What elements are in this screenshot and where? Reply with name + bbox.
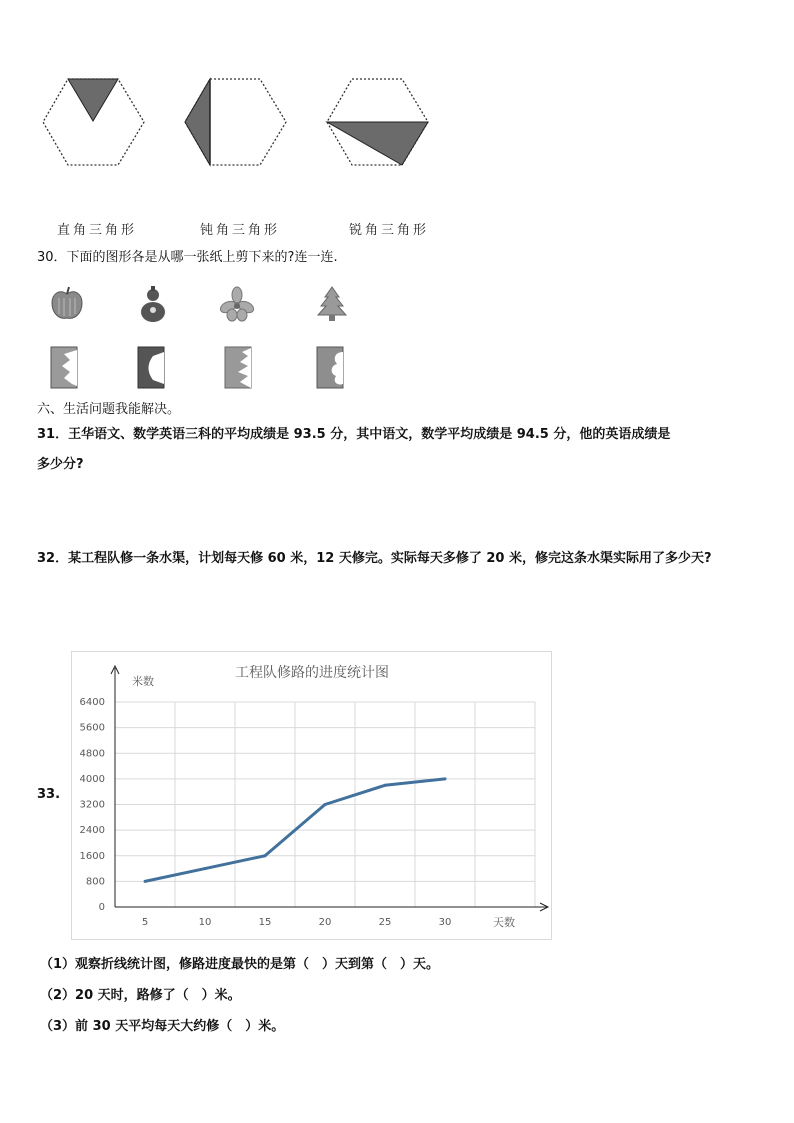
y-tick-label: 0 [98,902,105,913]
x-tick-label: 15 [258,917,272,928]
question-33-number: 33. [37,787,61,802]
y-tick-label: 1600 [79,850,105,862]
gourd-shape-icon [137,284,169,324]
y-tick-label: 3200 [79,799,105,811]
x-tick-label: 20 [318,917,332,928]
question-33-sub1: （1）观察折线统计图，修路进度最快的是第（ ）天到第（ ）天。 [40,957,440,972]
question-text: 下面的图形各是从哪一张纸上剪下来的?连一连. [66,250,338,265]
question-31-line2: 多少分? [37,457,84,472]
data-point [384,784,387,787]
y-tick-label: 4000 [79,773,105,785]
data-point [324,803,327,806]
x-tick-label: 10 [198,917,212,928]
y-tick-label: 4800 [79,748,105,760]
data-point [204,867,207,870]
y-tick-label: 5600 [79,722,105,734]
x-tick-label: 5 [141,917,149,928]
paper-cut-3-icon [224,346,254,390]
y-axis-label: 米数 [132,675,154,688]
data-point [444,777,447,780]
hexagon-figure-right [40,75,150,170]
x-axis-label: 天数 [493,916,515,929]
question-31-line1: 31．王华语文、数学英语三科的平均成绩是 93.5 分，其中语文，数学平均成绩是 94.5 分，他的英语成绩是 [37,427,671,442]
line-chart-frame [71,651,552,940]
hexagon-figure-acute [324,75,434,170]
line-chart [72,652,551,939]
y-tick-labels [80,697,105,913]
question-33-sub3: （3）前 30 天平均每天大约修（ ）米。 [40,1019,285,1034]
x-tick-label: 30 [438,917,452,928]
question-30 [37,249,338,267]
section-6-heading: 六、生活问题我能解决。 [37,402,181,417]
caption-obtuse-triangle: 钝角三角形 [200,223,281,238]
apple-shape-icon [50,286,84,322]
y-tick-label: 800 [85,876,105,888]
tree-shape-icon [316,286,348,322]
question-number: 30． [37,250,67,265]
hexagon-figure-obtuse [182,75,292,170]
question-33-sub2: （2）20 天时，路修了（ ）米。 [40,988,241,1003]
chart-title: 工程队修路的进度统计图 [235,665,389,681]
paper-cut-2-icon [137,346,167,390]
x-tick-label: 25 [378,917,392,928]
data-point [264,854,267,857]
y-tick-label: 2400 [79,825,105,837]
paper-cut-4-icon [316,346,346,390]
paper-cut-1-icon [50,346,80,390]
x-tick-labels [142,917,452,928]
caption-acute-triangle: 锐角三角形 [349,223,430,238]
question-32: 32．某工程队修一条水渠，计划每天修 60 米，12 天修完。实际每天多修了 20 米，修完这条水渠实际用了多少天? [37,551,712,566]
flower-shape-icon [220,287,254,321]
y-tick-label: 6400 [79,697,105,708]
caption-right-triangle: 直角三角形 [57,223,138,238]
data-point [144,880,147,883]
